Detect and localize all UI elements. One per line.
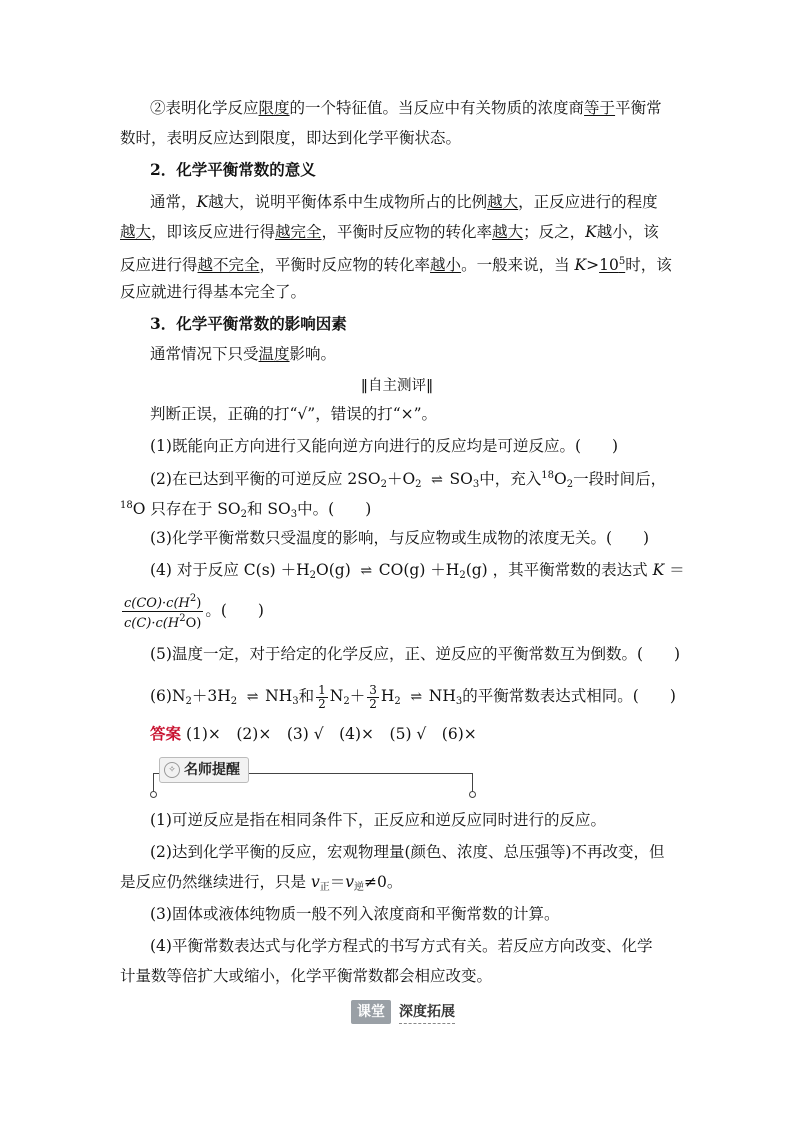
text: 的平衡常数表达式相同。( ) [462,687,676,705]
text: (6)N [150,687,186,705]
divider-dot [150,791,157,798]
symbol-k: K [574,256,587,274]
superscript: 5 [618,256,626,267]
tip-3: (3)固体或液体纯物质一般不列入浓度商和平衡常数的计算。 [150,905,560,923]
symbol-v: v [310,873,320,891]
text: 中，充入 [479,470,542,488]
paragraph-line [150,98,710,118]
text: 反应进行得 [120,256,198,274]
text: ，平衡时反应物的转化率 [321,223,493,241]
instruction: 判断正误，正确的打“√”，错误的打“×”。 [150,405,438,423]
text: 10 [599,256,619,274]
subscript: 2 [309,570,317,581]
section-title: 深度拓展 [399,1001,455,1024]
section-heading: 2．化学平衡常数的意义 [150,160,316,179]
tip-4: (4)平衡常数表达式与化学方程式的书写方式有关。若反应方向改变、化学 [150,937,653,955]
text: (4) 对于反应 C(s) ＋H [150,561,310,579]
tip-box [153,755,473,797]
symbol-v: v [345,873,354,891]
superscript: 2 [189,593,197,604]
subscript: 3 [455,696,463,707]
denominator: 2 [369,696,377,711]
text: CO(g) ＋H [378,561,460,579]
text: 通常， [150,193,197,211]
subscript: 2 [380,479,387,490]
answer-text: (1)× (2)× (3) √ (4)× (5) √ (6)× [181,725,477,743]
text: ；反之， [523,223,586,241]
question-1: (1)既能向正方向进行又能向逆方向进行的反应均是可逆反应。( ) [150,437,619,455]
subscript: 3 [290,509,298,520]
text: 和 [298,687,315,705]
subscript: 2 [459,570,466,581]
text: ＝ [329,873,346,891]
question-3: (3)化学平衡常数只受温度的影响，与反应物或生成物的浓度无关。( ) [150,529,650,547]
text: ) [196,596,202,611]
subscript: 3 [472,479,480,490]
superscript: 2 [179,613,186,624]
reversible-arrow-icon: ⇌ [360,563,370,579]
underlined-term [599,256,625,274]
text: c(C)·c(H [124,616,180,631]
paragraph-line [150,192,710,212]
paragraph-line [150,344,710,364]
divider-dot [469,791,476,798]
question-4 [150,560,710,586]
paragraph-line [120,282,680,302]
numerator [122,592,203,612]
text: 反应就进行得基本完全了。 [120,283,307,301]
superscript: 18 [541,470,554,481]
fraction [367,684,379,711]
underlined-term: 等于 [584,99,616,117]
text: 是反应仍然继续进行，只是 [120,873,311,891]
text: O(g) [316,561,351,579]
text: NH [265,687,293,705]
reversible-arrow-icon: ⇌ [410,689,420,705]
tip-2: (2)达到化学平衡的反应，宏观物理量(颜色、浓度、总压强等)不再改变，但 [150,843,665,861]
text: ≠0。 [363,873,403,891]
underlined-term: 越完全 [275,223,322,241]
underlined-term: 越大 [120,223,152,241]
text: ，平衡时反应物的转化率 [259,256,431,274]
divider [472,773,473,793]
subscript: 2 [240,509,247,520]
text: 。一般来说，当 [461,256,575,274]
paragraph-line [120,222,680,242]
subscript: 2 [566,479,574,490]
underlined-term: 越小 [430,256,462,274]
text: 时，该 [625,256,672,274]
text: 越大，说明平衡体系中生成物所占的比例 [208,193,488,211]
section-tag: 课堂 [351,1000,391,1024]
underlined-term: 温度 [258,345,290,363]
text: H [380,687,395,705]
bulb-icon: ✧ [164,762,180,778]
reversible-arrow-icon: ⇌ [246,689,256,705]
text: 一段时间后， [573,470,667,488]
text: ＋3H [191,687,231,705]
self-test-title: ‖自主测评‖ [360,378,434,394]
tip-1: (1)可逆反应是指在相同条件下，正反应和逆反应同时进行的反应。 [150,811,606,829]
paragraph-line [120,252,680,275]
subscript: 2 [185,696,192,707]
question-4-cont [120,592,680,631]
text: 的一个特征值。当反应中有关物质的浓度商 [289,99,585,117]
denominator [122,612,203,631]
text: O) [185,616,202,631]
text: (2)在已达到平衡的可逆反应 2SO [150,470,381,488]
numerator: 3 [369,682,377,697]
text: 数时，表明反应达到限度，即达到化学平衡状态。 [120,129,462,147]
text: (g) ，其平衡常数的表达式 [465,561,653,579]
text: c(CO)·c(H [124,596,190,611]
question-6 [150,680,710,718]
paragraph-line [120,128,680,148]
tip-2-cont [120,872,680,898]
text: > [586,256,600,274]
subscript: 3 [292,696,299,707]
symbol-k: K [585,223,597,241]
text: ②表明化学反应 [150,99,259,117]
divider [153,773,154,793]
fraction [316,684,328,711]
subscript: 2 [343,696,350,707]
text: N [329,687,344,705]
underlined-term: 限度 [258,99,290,117]
text: ＋ [349,687,366,705]
reversible-arrow-icon: ⇌ [431,472,440,488]
superscript: 18 [120,500,133,511]
text: O 只存在于 SO [132,500,241,518]
text: 。( ) [205,601,264,620]
subscript: 2 [415,479,422,490]
question-2-cont [120,496,680,525]
text: 中。( ) [297,500,372,518]
text: 平衡常 [615,99,662,117]
text: ＝ [664,561,685,579]
symbol-k: K [196,193,209,211]
text: SO [449,470,473,488]
underlined-term: 越不完全 [197,256,260,274]
question-5: (5)温度一定，对于给定的化学反应，正、逆反应的平衡常数互为倒数。( ) [150,645,681,663]
subscript: 逆 [353,882,364,893]
text: 越小，该 [596,223,659,241]
tip-4-cont: 计量数等倍扩大或缩小，化学平衡常数都会相应改变。 [120,967,493,985]
equilibrium-fraction [122,592,203,631]
denominator: 2 [318,696,326,711]
symbol-k: K [652,561,665,579]
text: 通常情况下只受 [150,345,259,363]
subscript: 2 [230,696,238,707]
subscript: 正 [319,882,330,893]
text: NH [428,687,456,705]
text: 影响。 [289,345,337,363]
numerator: 1 [318,682,326,697]
text: ，正反应进行的程度 [518,193,658,211]
underlined-term: 越大 [487,193,519,211]
text: ＋O [386,470,416,488]
text: ，即该反应进行得 [151,223,276,241]
tip-label [159,757,249,783]
section-heading: 3．化学平衡常数的影响因素 [150,314,347,333]
answer-line [150,724,710,744]
text: 和 SO [247,500,291,518]
answer-label: 答案 [150,724,182,743]
underlined-term: 越大 [492,223,524,241]
section-header [351,1000,455,1024]
text: O [554,470,567,488]
subscript: 2 [394,696,401,707]
tip-label-text: 名师提醒 [184,762,240,778]
question-2 [150,466,710,495]
